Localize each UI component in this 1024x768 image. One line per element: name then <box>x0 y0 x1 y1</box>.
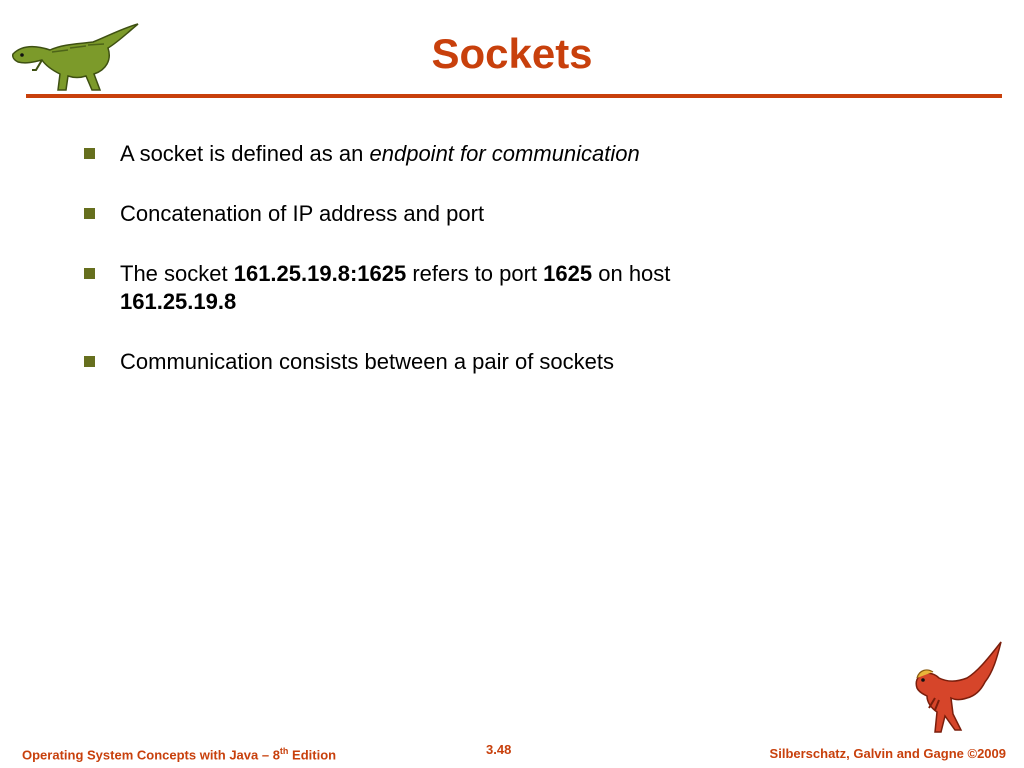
socket-address: 161.25.19.8:1625 <box>233 261 407 286</box>
footer-edition-text: Edition <box>288 747 337 763</box>
bullet-text: on host <box>592 261 671 286</box>
port-number: 1625 <box>543 261 593 286</box>
footer-book-title-text: Operating System Concepts with Java – 8 <box>22 747 280 763</box>
bullet-text: refers to port <box>406 261 544 286</box>
host-address: 161.25.19.8 <box>120 289 237 314</box>
dinosaur-mascot-icon <box>905 638 1010 743</box>
title-divider <box>26 94 1002 98</box>
page-number: 3.48 <box>486 742 512 757</box>
bullet-italic-text: endpoint for communication <box>369 141 640 166</box>
bullet-text: Concatenation of IP address and port <box>120 201 485 226</box>
bullet-list <box>84 140 784 408</box>
bullet-item <box>84 260 784 316</box>
footer-superscript: th <box>279 746 289 756</box>
bullet-text: A socket is defined as an <box>120 141 370 166</box>
bullet-item <box>84 200 784 228</box>
bullet-item <box>84 348 784 376</box>
footer-book-title <box>22 746 336 762</box>
bullet-item <box>84 140 784 168</box>
bullet-square-icon <box>84 268 95 279</box>
footer-authors: Silberschatz, Galvin and Gagne ©2009 <box>769 746 1006 761</box>
bullet-square-icon <box>84 208 95 219</box>
slide-title: Sockets <box>431 30 593 77</box>
bullet-square-icon <box>84 356 95 367</box>
bullet-square-icon <box>84 148 95 159</box>
bullet-text: Communication consists between a pair of sockets <box>120 349 615 374</box>
bullet-text: The socket <box>120 261 234 286</box>
